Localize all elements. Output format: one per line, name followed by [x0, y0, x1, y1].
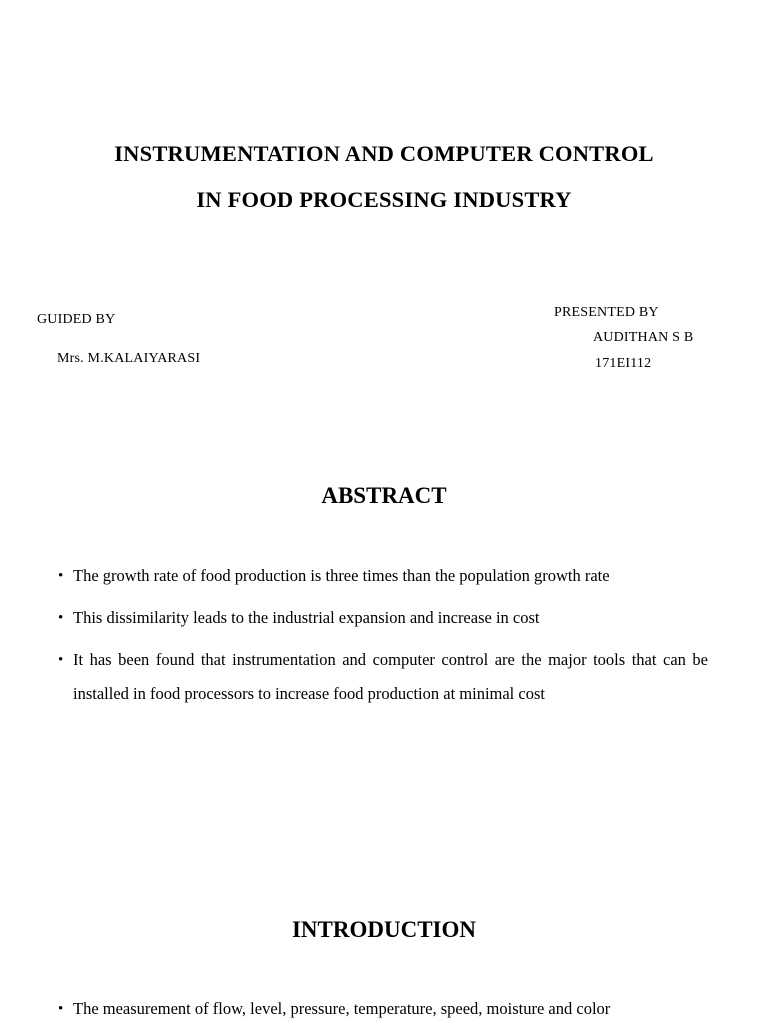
- abstract-bullet-text: The growth rate of food production is three times than the population growth rate: [73, 566, 610, 585]
- abstract-bullet-item: [58, 643, 708, 711]
- guide-name: Mrs. M.KALAIYARASI: [57, 351, 201, 366]
- presenter-name: AUDITHAN S B: [593, 330, 694, 345]
- presenter-roll-number: 171EI112: [595, 356, 652, 371]
- abstract-bullet-item: [58, 559, 708, 593]
- abstract-bullet-text: It has been found that instrumentation and computer control are the major tools that can be installed in food processors to increase food production at minimal cost: [73, 650, 708, 703]
- introduction-bullet-item: [58, 992, 708, 1026]
- bullet-icon: •: [58, 568, 64, 584]
- bullet-icon: •: [58, 652, 64, 668]
- document-title-line-2: IN FOOD PROCESSING INDUSTRY: [196, 187, 572, 212]
- document-title-line-1: INSTRUMENTATION AND COMPUTER CONTROL: [114, 141, 654, 166]
- abstract-bullet-list: [58, 559, 708, 711]
- presented-by-label: PRESENTED BY: [554, 305, 659, 320]
- bullet-icon: •: [58, 610, 64, 626]
- bullet-icon: •: [58, 1001, 64, 1017]
- abstract-bullet-text: This dissimilarity leads to the industrial expansion and increase in cost: [73, 608, 540, 627]
- introduction-heading: INTRODUCTION: [291, 917, 477, 942]
- abstract-heading: ABSTRACT: [321, 483, 447, 508]
- guided-by-label: GUIDED BY: [37, 312, 116, 327]
- introduction-bullet-list: [58, 992, 708, 1026]
- introduction-bullet-text: The measurement of flow, level, pressure, temperature, speed, moisture and color: [73, 999, 611, 1018]
- abstract-bullet-item: [58, 601, 708, 635]
